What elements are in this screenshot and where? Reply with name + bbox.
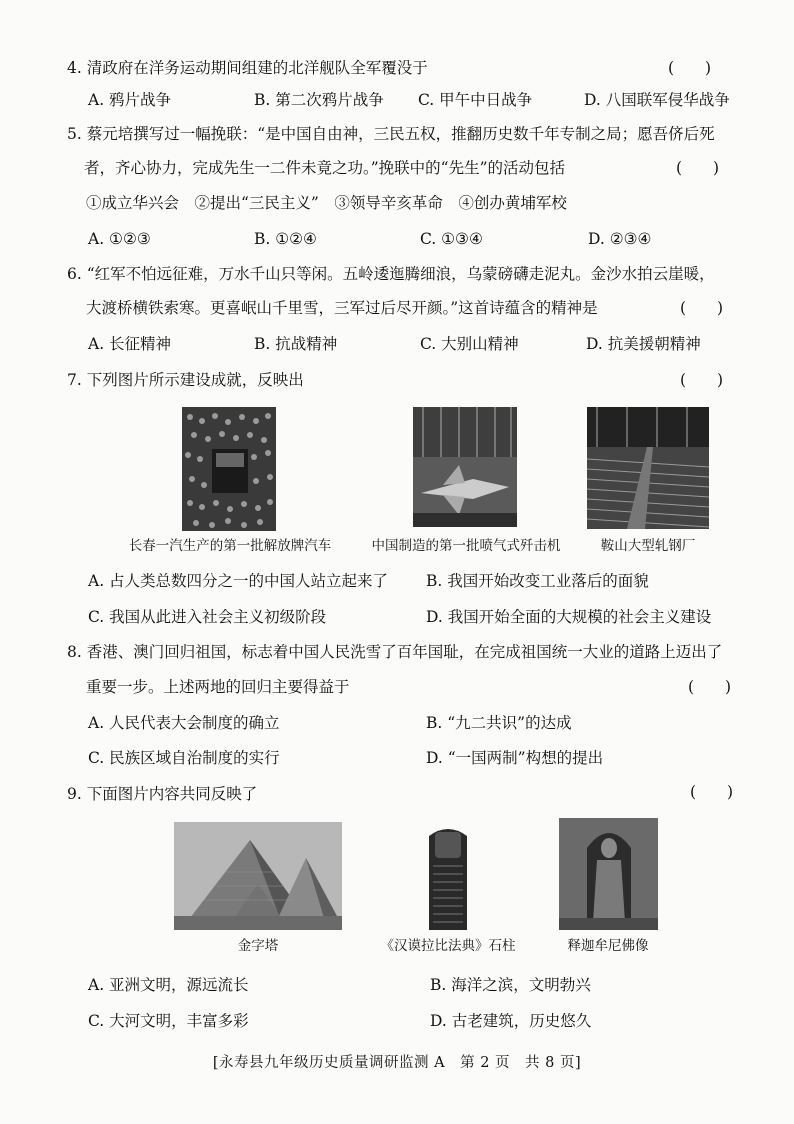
buddha-statue-photo [559, 818, 658, 930]
q7-option-a[interactable]: A. 占人类总数四分之一的中国人站立起来了 [88, 572, 389, 590]
q5-option-d[interactable]: D. ②③④ [588, 230, 652, 248]
q9-caption-1: 金字塔 [237, 938, 279, 954]
liberation-truck-photo [182, 407, 276, 531]
q4-option-a[interactable]: A. 鸦片战争 [88, 91, 172, 109]
q4-option-c[interactable]: C. 甲午中日战争 [418, 91, 533, 109]
q7-answer-blank[interactable]: ( ) [680, 371, 724, 389]
q9-caption-2: 《汉谟拉比法典》石柱 [380, 938, 516, 954]
q5-option-c[interactable]: C. ①③④ [420, 230, 483, 248]
q6-stem-line1: 6. “红军不怕远征难，万水千山只等闲。五岭逶迤腾细浪，乌蒙磅礴走泥丸。金沙水拍云崖暖， [67, 265, 715, 283]
q9-option-a[interactable]: A. 亚洲文明，源远流长 [88, 976, 249, 994]
q5-answer-blank[interactable]: ( ) [676, 159, 720, 177]
q6-stem-line2: 大渡桥横铁索寒。更喜岷山千里雪，三军过后尽开颜。”这首诗蕴含的精神是 [86, 299, 598, 317]
hammurabi-stele-photo [423, 822, 473, 930]
q7-option-c[interactable]: C. 我国从此进入社会主义初级阶段 [88, 608, 327, 626]
q4-option-b[interactable]: B. 第二次鸦片战争 [254, 91, 384, 109]
q5-option-b[interactable]: B. ①②④ [254, 230, 317, 248]
q4-stem: 4. 清政府在洋务运动期间组建的北洋舰队全军覆没于 [67, 59, 428, 77]
q9-stem: 9. 下面图片内容共同反映了 [67, 785, 258, 803]
q7-stem: 7. 下列图片所示建设成就，反映出 [67, 371, 304, 389]
q5-items: ①成立华兴会 ②提出“三民主义” ③领导辛亥革命 ④创办黄埔军校 [86, 194, 567, 212]
page-footer: [永寿县九年级历史质量调研监测 A 第 2 页 共 8 页] [212, 1055, 582, 1071]
q9-option-d[interactable]: D. 古老建筑，历史悠久 [430, 1012, 592, 1030]
q9-caption-3: 释迦牟尼佛像 [567, 938, 649, 954]
q8-option-d[interactable]: D. “一国两制”构想的提出 [426, 749, 604, 767]
q8-option-c[interactable]: C. 民族区域自治制度的实行 [88, 749, 280, 767]
q8-stem-line2: 重要一步。上述两地的回归主要得益于 [86, 678, 350, 696]
q7-caption-2: 中国制造的第一批喷气式歼击机 [371, 538, 561, 554]
pyramids-photo [174, 822, 342, 930]
q6-option-c[interactable]: C. 大别山精神 [420, 335, 519, 353]
q7-caption-1: 长春一汽生产的第一批解放牌汽车 [128, 538, 332, 554]
q9-option-b[interactable]: B. 海洋之滨，文明勃兴 [430, 976, 591, 994]
q6-answer-blank[interactable]: ( ) [680, 299, 724, 317]
jet-fighter-photo [413, 407, 517, 527]
q6-option-a[interactable]: A. 长征精神 [88, 335, 172, 353]
q9-option-c[interactable]: C. 大河文明，丰富多彩 [88, 1012, 249, 1030]
q8-answer-blank[interactable]: ( ) [688, 678, 732, 696]
q4-answer-blank[interactable]: ( ) [668, 59, 712, 77]
q8-stem-line1: 8. 香港、澳门回归祖国，标志着中国人民洗雪了百年国耻，在完成祖国统一大业的道路上迈出了 [67, 643, 723, 661]
q8-option-a[interactable]: A. 人民代表大会制度的确立 [88, 714, 280, 732]
q8-option-b[interactable]: B. “九二共识”的达成 [426, 714, 572, 732]
q5-option-a[interactable]: A. ①②③ [88, 230, 151, 248]
q5-stem-line1: 5. 蔡元培撰写过一幅挽联：“是中国自由神，三民五权，推翻历史数千年专制之局；愿吾侪后死 [67, 125, 715, 143]
q5-stem-line2: 者，齐心协力，完成先生一二件未竟之功。”挽联中的“先生”的活动包括 [84, 159, 566, 177]
q4-option-d[interactable]: D. 八国联军侵华战争 [584, 91, 730, 109]
q7-option-b[interactable]: B. 我国开始改变工业落后的面貌 [426, 572, 649, 590]
steel-mill-photo [587, 407, 709, 529]
q7-option-d[interactable]: D. 我国开始全面的大规模的社会主义建设 [426, 608, 712, 626]
q9-answer-blank[interactable]: ( ) [690, 783, 734, 801]
q6-option-d[interactable]: D. 抗美援朝精神 [586, 335, 701, 353]
q6-option-b[interactable]: B. 抗战精神 [254, 335, 338, 353]
q7-caption-3: 鞍山大型轧钢厂 [600, 538, 696, 554]
